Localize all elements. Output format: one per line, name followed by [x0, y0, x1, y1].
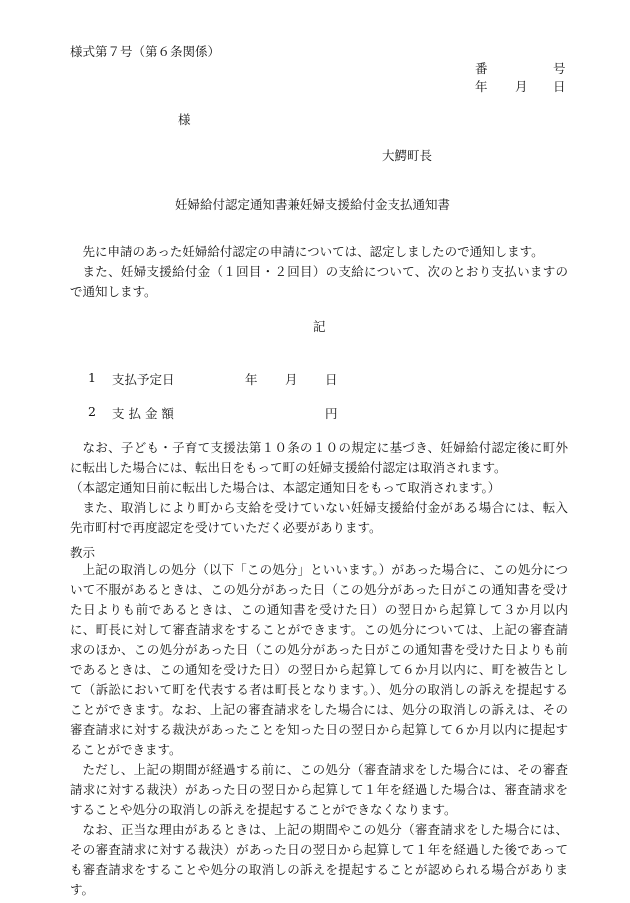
issuer: 大鰐町長	[382, 148, 433, 163]
note-paragraph: （本認定通知日前に転出した場合は、本認定通知日をもって取消されます。）	[70, 480, 501, 495]
addressee-suffix: 様	[178, 112, 191, 127]
item-1-label: 支払予定日	[112, 372, 175, 387]
kyoji-heading: 教示	[70, 545, 96, 560]
kyoji-paragraph: なお、正当な理由があるときは、上記の期間やこの処分（審査請求をした場合には、その審査請求に対する裁決）があった日の翌日から起算して１年を経過した後であっても審査請求をすることや処分の取消しの訴えを提起することが認められる場合があります。	[70, 822, 568, 897]
item-1-year: 年	[245, 372, 258, 387]
item-1-day: 日	[325, 372, 338, 387]
intro-section	[70, 242, 568, 302]
date-year: 年	[475, 79, 488, 94]
item-1-number: 1	[88, 370, 96, 385]
form-label: 様式第７号（第６条関係）	[70, 44, 221, 59]
document-title: 妊婦給付認定通知書兼妊婦支援給付金支払通知書	[175, 197, 451, 212]
notes-section	[70, 438, 568, 538]
intro-paragraph: 先に申請のあった妊婦給付認定の申請については、認定しましたので通知します。	[82, 244, 544, 259]
number-label: 番	[475, 61, 488, 76]
ki-heading: 記	[313, 319, 326, 334]
kyoji-paragraph: ただし、上記の期間が経過する前に、この処分（審査請求をした場合には、その審査請求に対する裁決）があった日の翌日から起算して１年を経過した場合は、審査請求をすることや処分の取消しの訴えを提起することができなくなります。	[70, 762, 568, 817]
note-paragraph: なお、子ども・子育て支援法第１０条の１０の規定に基づき、妊婦給付認定後に町外に転出した場合には、転出日をもって町の妊婦支援給付認定は取消されます。	[70, 440, 568, 475]
kyoji-paragraph: 上記の取消しの処分（以下「この処分」といいます。）があった場合に、この処分について不服があるときは、この処分があった日（この処分があった日がこの通知書を受けた日よりも前であるときは、この通知書を受けた日）の翌日から起算して３か月以内に、町長に対して審査請求をすることができます。この処分については、上記の審査請求のほか、この処分があった日（この処分があった日がこの通知書を受けた日よりも前であるときは、この通知を受けた日）の翌日から起算して６か月以内に、町を被告として（訴訟において町を代表する者は町長となります。）、処分の取消しの訴えを提起することができます。なお、上記の審査請求をした場合には、処分の取消しの訴えは、その審査請求に対する裁決があったことを知った日の翌日から起算して６か月以内に提起することができます。	[70, 562, 568, 757]
item-2-number: 2	[88, 404, 96, 419]
kyoji-section	[70, 560, 568, 900]
item-2-label: 支 払 金 額	[112, 406, 174, 421]
note-paragraph: また、取消しにより町から支給を受けていない妊婦支援給付金がある場合には、転入先市町村で再度認定を受けていただく必要があります。	[70, 500, 568, 535]
date-day: 日	[553, 79, 566, 94]
item-1-month: 月	[285, 372, 298, 387]
date-month: 月	[515, 79, 528, 94]
number-suffix: 号	[553, 61, 566, 76]
item-2-unit: 円	[325, 406, 338, 421]
intro-paragraph: また、妊婦支援給付金（１回目・２回目）の支給について、次のとおり支払いますので通知します。	[70, 264, 568, 299]
